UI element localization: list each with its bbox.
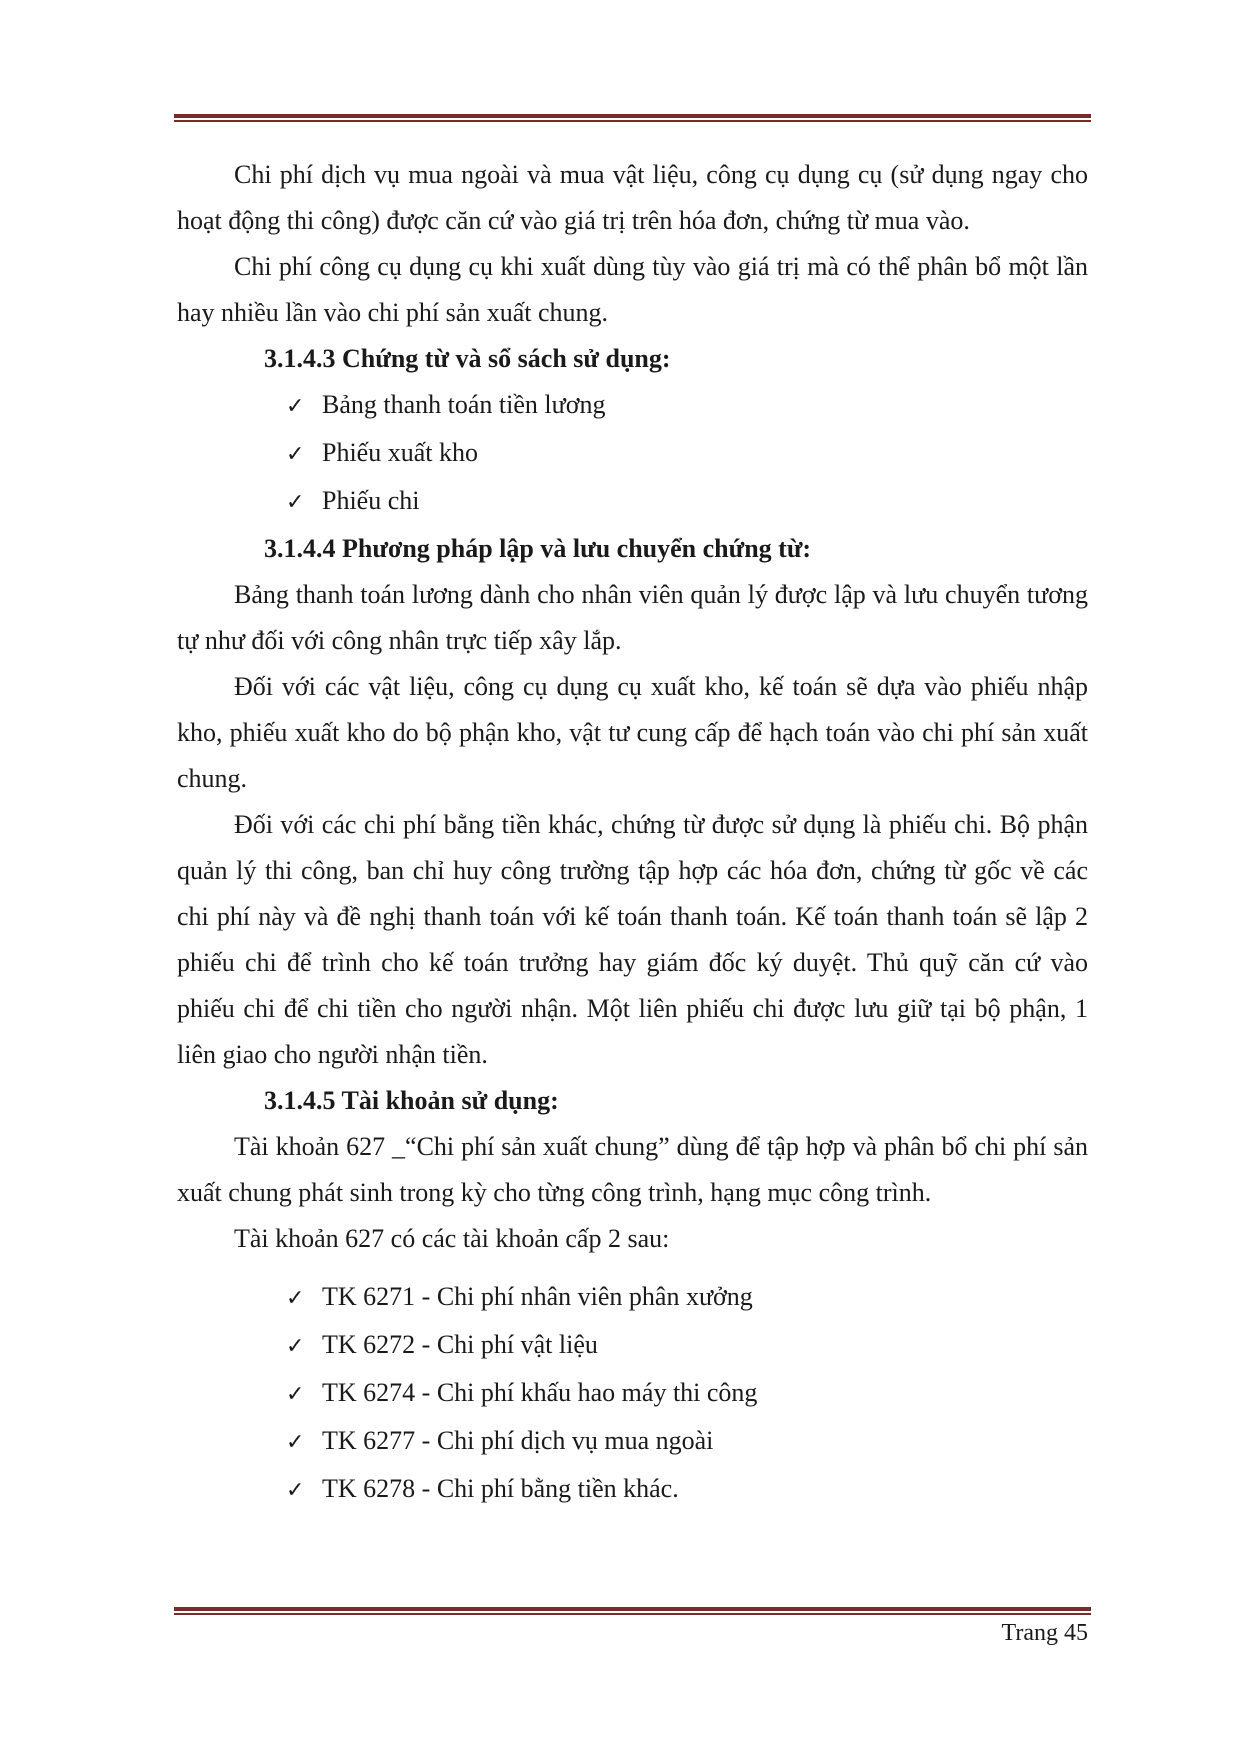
check-icon: ✓ xyxy=(286,1286,305,1311)
list-item: ✓ TK 6277 - Chi phí dịch vụ mua ngoài xyxy=(286,1418,1088,1466)
paragraph-tool-allocation: Chi phí công cụ dụng cụ khi xuất dùng tùy vào giá trị mà có thể phân bổ một lần hay nhiều lần vào chi phí sản xuất chung. xyxy=(177,252,1088,327)
paragraph-materials: Đối với các vật liệu, công cụ dụng cụ xuất kho, kế toán sẽ dựa vào phiếu nhập kho, phiếu xuất kho do bộ phận kho, vật tư cung cấp để hạch toán vào chi phí sản xuất chung. xyxy=(177,672,1088,793)
list-item: ✓ TK 6278 - Chi phí bằng tiền khác. xyxy=(286,1466,1088,1514)
paragraph-payroll: Bảng thanh toán lương dành cho nhân viên quản lý được lập và lưu chuyển tương tự như đối với công nhân trực tiếp xây lắp. xyxy=(177,580,1088,655)
heading-document-flow: 3.1.4.4 Phương pháp lập và lưu chuyển chứng từ: xyxy=(264,534,812,563)
paragraph-sub-accounts: Tài khoản 627 có các tài khoản cấp 2 sau: xyxy=(234,1224,670,1253)
page-number: Trang 45 xyxy=(1001,1620,1088,1646)
paragraph-outsourced-services: Chi phí dịch vụ mua ngoài và mua vật liệu, công cụ dụng cụ (sử dụng ngay cho hoạt động thi công) được căn cứ vào giá trị trên hóa đơn, chứng từ mua vào. xyxy=(177,160,1088,235)
paragraph-cash-expenses: Đối với các chi phí bằng tiền khác, chứng từ được sử dụng là phiếu chi. Bộ phận quản lý thi công, ban chỉ huy công trường tập hợp các hóa đơn, chứng từ gốc về các chi phí này và đề nghị thanh toán với kế toán thanh toán. Kế toán thanh toán sẽ lập 2 phiếu chi để trình cho kế toán trưởng hay giám đốc ký duyệt. Thủ quỹ căn cứ vào phiếu chi để chi tiền cho người nhận. Một liên phiếu chi được lưu giữ tại bộ phận, 1 liên giao cho người nhận tiền. xyxy=(177,810,1088,1069)
header-rule xyxy=(174,114,1091,122)
check-icon: ✓ xyxy=(286,394,305,419)
paragraph-account-627: Tài khoản 627 _“Chi phí sản xuất chung” dùng để tập hợp và phân bổ chi phí sản xuất chung phát sinh trong kỳ cho từng công trình, hạng mục công trình. xyxy=(177,1132,1088,1207)
check-icon: ✓ xyxy=(286,490,305,515)
page-content xyxy=(177,152,1088,1514)
documents-list xyxy=(177,382,1088,526)
check-icon: ✓ xyxy=(286,1478,305,1503)
list-item: ✓ TK 6271 - Chi phí nhân viên phân xưởng xyxy=(286,1274,1088,1322)
footer-rule xyxy=(174,1607,1091,1615)
check-icon: ✓ xyxy=(286,1430,305,1455)
list-item: ✓ Bảng thanh toán tiền lương xyxy=(286,382,1088,430)
heading-documents-used: 3.1.4.3 Chứng từ và sổ sách sử dụng: xyxy=(264,344,671,373)
check-icon: ✓ xyxy=(286,1382,305,1407)
heading-accounts-used: 3.1.4.5 Tài khoản sử dụng: xyxy=(264,1086,559,1115)
list-item: ✓ Phiếu chi xyxy=(286,478,1088,526)
list-item: ✓ Phiếu xuất kho xyxy=(286,430,1088,478)
accounts-list xyxy=(177,1274,1088,1514)
list-item: ✓ TK 6274 - Chi phí khấu hao máy thi công xyxy=(286,1370,1088,1418)
check-icon: ✓ xyxy=(286,1334,305,1359)
check-icon: ✓ xyxy=(286,442,305,467)
list-item: ✓ TK 6272 - Chi phí vật liệu xyxy=(286,1322,1088,1370)
